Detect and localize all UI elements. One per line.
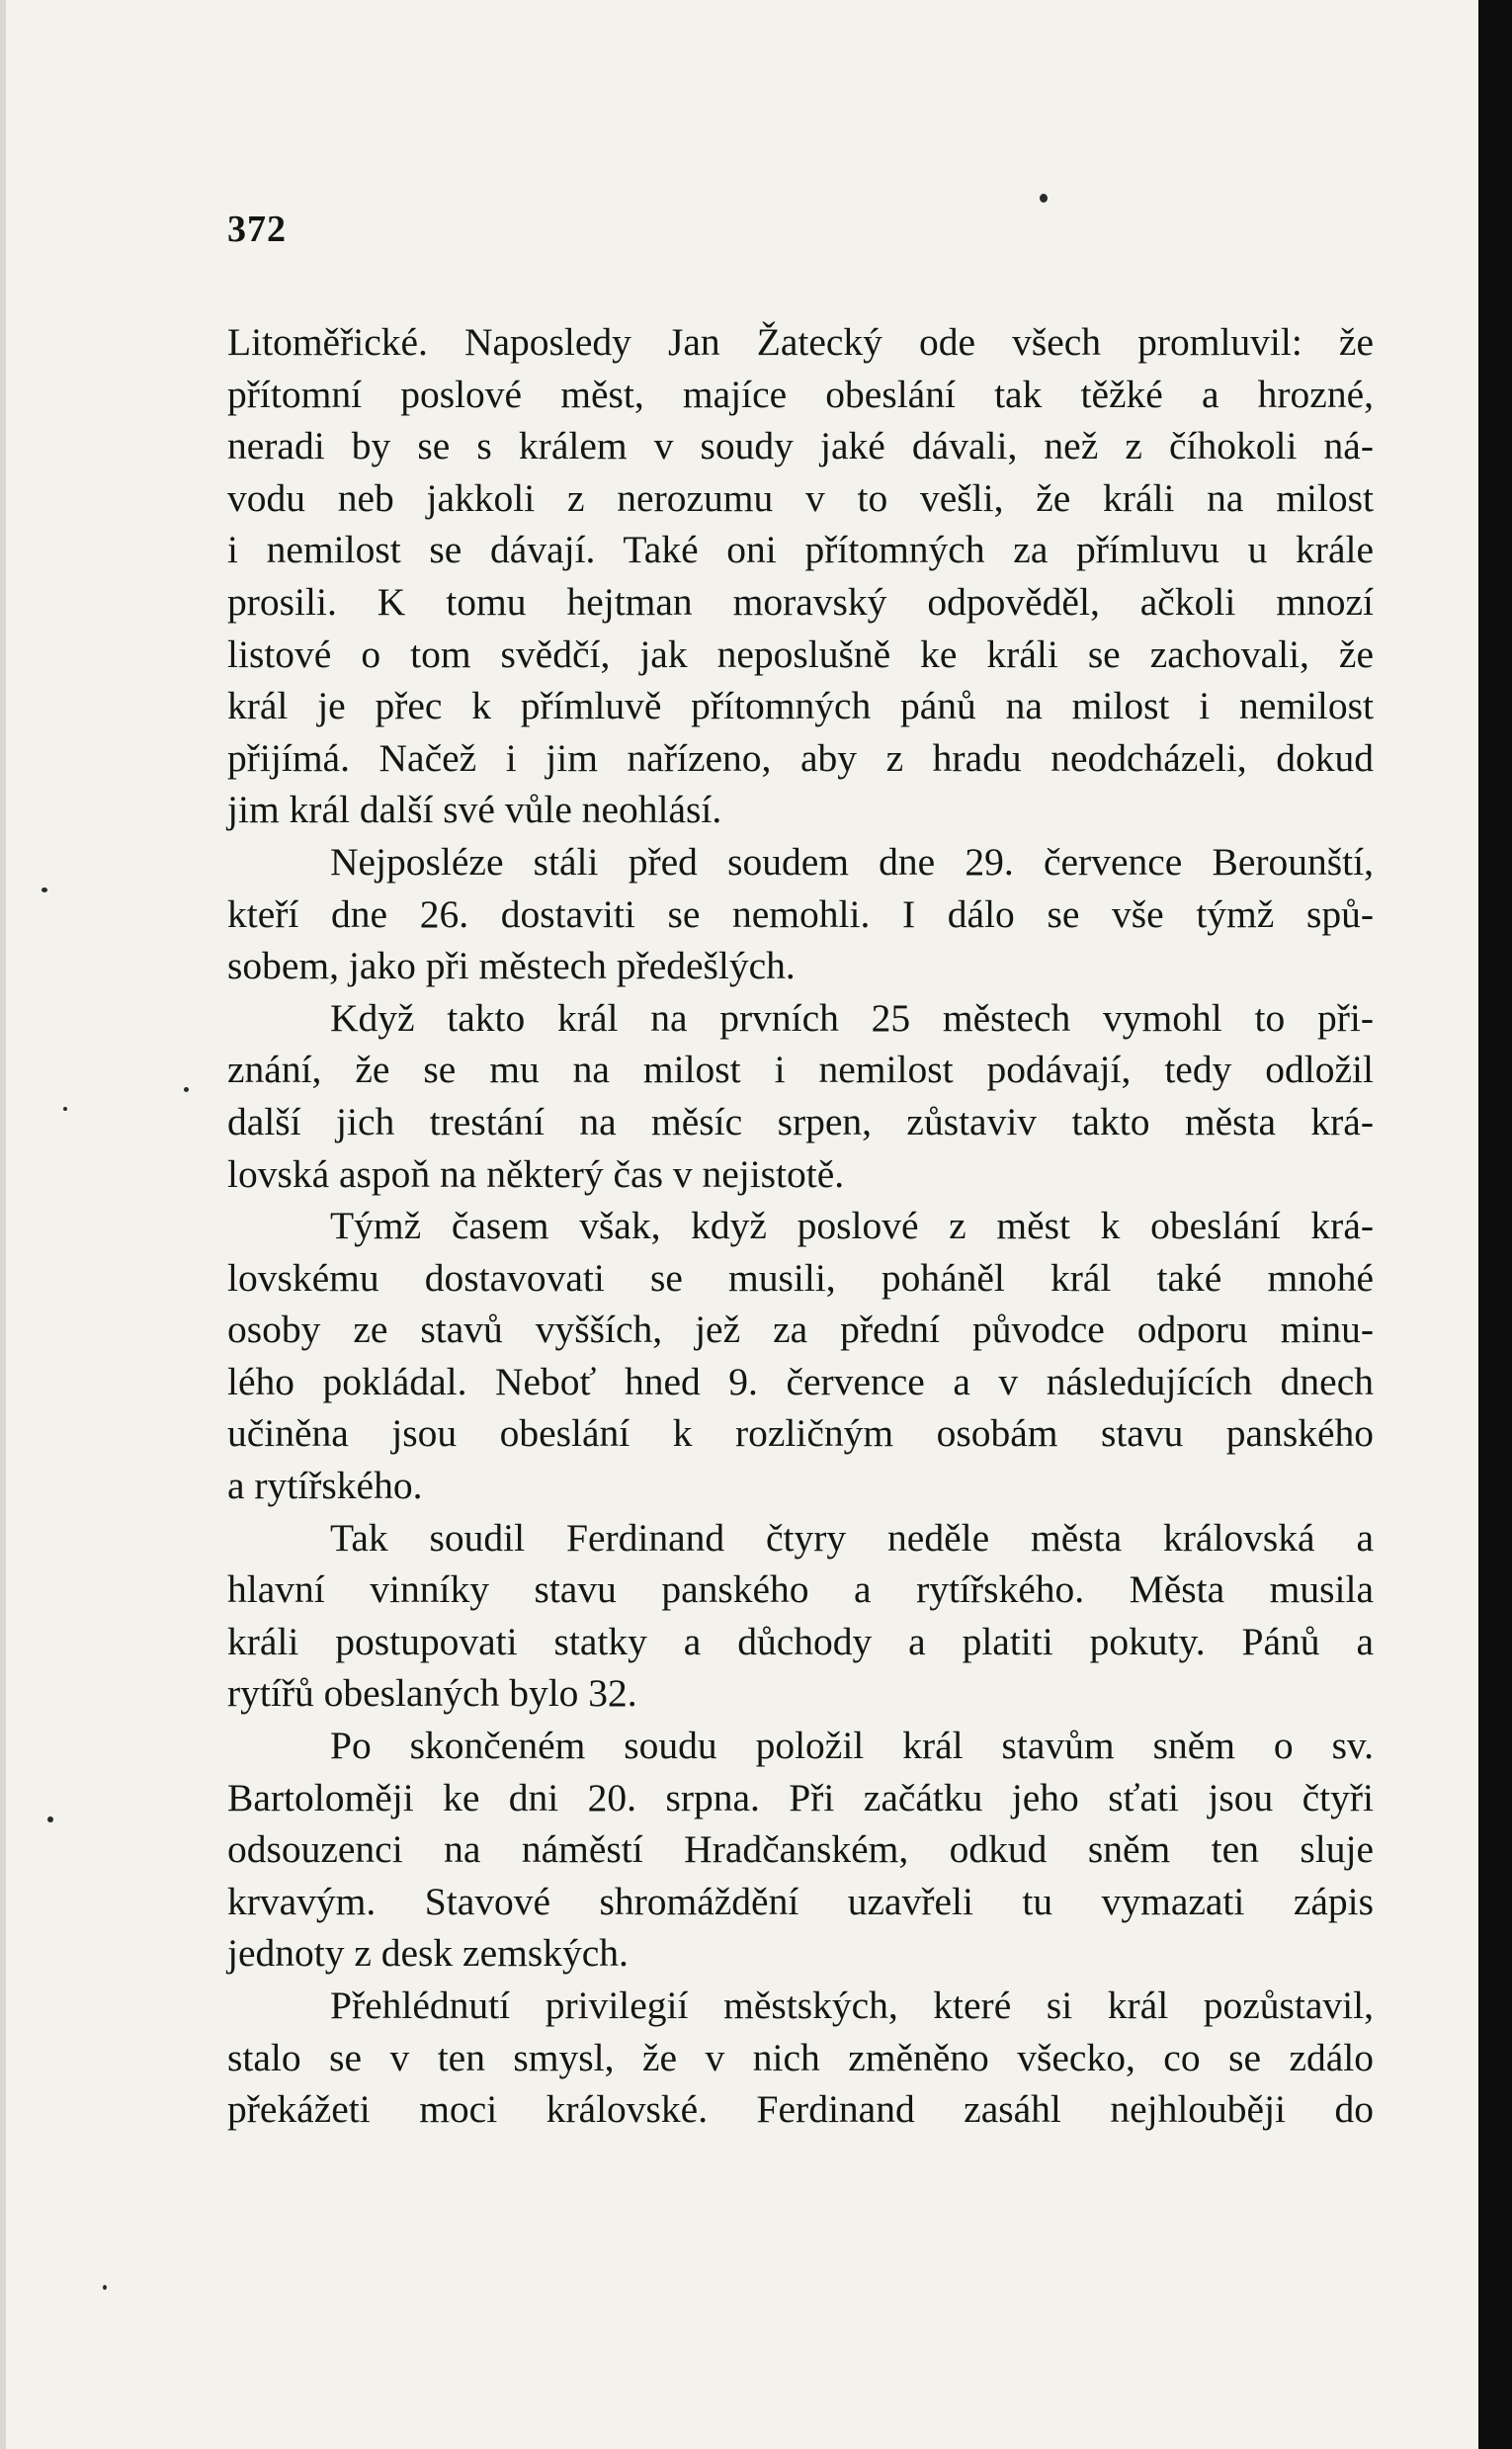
text-line: znání, že se mu na milost i nemilost podávají, tedy odložil xyxy=(227,1048,1374,1092)
scan-speck xyxy=(103,2285,107,2290)
page-left-edge xyxy=(0,0,6,2449)
text-line: jim král další své vůle neohlásí. xyxy=(227,788,722,832)
text-line: vodu neb jakkoli z nerozumu v to vešli, že králi na milost xyxy=(227,475,1374,520)
text-line: a rytířského. xyxy=(227,1464,423,1508)
text-line: kteří dne 26. dostaviti se nemohli. I dálo se vše týmž spů- xyxy=(227,891,1374,936)
text-line: rytířů obeslaných bylo 32. xyxy=(227,1671,637,1716)
text-line: přijímá. Načež i jim nařízeno, aby z hradu neodcházeli, dokud xyxy=(227,735,1374,780)
paragraph-start-line: Když takto král na prvních 25 městech vymohl to při- xyxy=(330,995,1374,1040)
scan-speck xyxy=(63,1107,67,1111)
scan-speck xyxy=(47,1816,53,1822)
text-line: krvavým. Stavové shromáždění uzavřeli tu vymazati zápis xyxy=(227,1879,1374,1923)
text-line: Litoměřické. Naposledy Jan Žatecký ode všech promluvil: že xyxy=(227,320,1374,364)
body-text xyxy=(227,316,1374,2136)
text-line: králi postupovati statky a důchody a platiti pokuty. Pánů a xyxy=(227,1619,1374,1663)
text-line: listové o tom svědčí, jak neposlušně ke králi se zachovali, že xyxy=(227,632,1374,676)
paragraph-start-line: Po skončeném soudu položil král stavům sněm o sv. xyxy=(330,1724,1374,1768)
text-line: sobem, jako při městech předešlých. xyxy=(227,944,796,988)
text-line: i nemilost se dávají. Také oni přítomných za přímluvu u krále xyxy=(227,528,1374,572)
paragraph-start-line: Nejposléze stáli před soudem dne 29. července Berounští, xyxy=(330,839,1374,884)
text-line: lovská aspoň na některý čas v nejistotě. xyxy=(227,1151,845,1196)
scan-right-border xyxy=(1478,0,1512,2449)
text-line: král je přec k přímluvě přítomných pánů na milost i nemilost xyxy=(227,684,1374,728)
scan-speck xyxy=(184,1087,189,1092)
text-line: neradi by se s králem v soudy jaké dávali, než z číhokoli ná- xyxy=(227,424,1374,468)
text-line: lovskému dostavovati se musili, poháněl král také mnohé xyxy=(227,1255,1374,1300)
paragraph-start-line: Týmž časem však, když poslové z měst k obeslání krá- xyxy=(330,1204,1374,1248)
text-line: jednoty z desk zemských. xyxy=(227,1931,629,1976)
text-line: Bartoloměji ke dni 20. srpna. Při začátku jeho sťati jsou čtyři xyxy=(227,1775,1374,1819)
paragraph-start-line: Přehlédnutí privilegií městských, které si král pozůstavil, xyxy=(330,1984,1374,2027)
paragraph-start-line: Tak soudil Ferdinand čtyry neděle města královská a xyxy=(330,1515,1374,1560)
text-line: další jich trestání na měsíc srpen, zůstaviv takto města krá- xyxy=(227,1099,1374,1143)
text-line: stalo se v ten smysl, že v nich změněno všecko, co se zdálo xyxy=(227,2035,1374,2079)
text-line: přítomní poslové měst, majíce obeslání tak těžké a hrozné, xyxy=(227,372,1374,416)
text-line: odsouzenci na náměstí Hradčanském, odkud sněm ten sluje xyxy=(227,1827,1374,1872)
scan-speck xyxy=(1040,194,1048,203)
text-line: lého pokládal. Neboť hned 9. července a v následujících dnech xyxy=(227,1359,1374,1403)
text-line: osoby ze stavů vyšších, jež za přední původce odporu minu- xyxy=(227,1308,1374,1352)
scan-speck xyxy=(42,887,47,892)
text-line: učiněna jsou obeslání k rozličným osobám stavu panského xyxy=(227,1411,1374,1456)
text-line: hlavní vinníky stavu panského a rytířského. Města musila xyxy=(227,1567,1374,1612)
page-number: 372 xyxy=(227,209,287,250)
text-line: prosili. K tomu hejtman moravský odpověděl, ačkoli mnozí xyxy=(227,579,1374,624)
text-line: překážeti moci královské. Ferdinand zasáhl nejhlouběji do xyxy=(227,2087,1374,2132)
